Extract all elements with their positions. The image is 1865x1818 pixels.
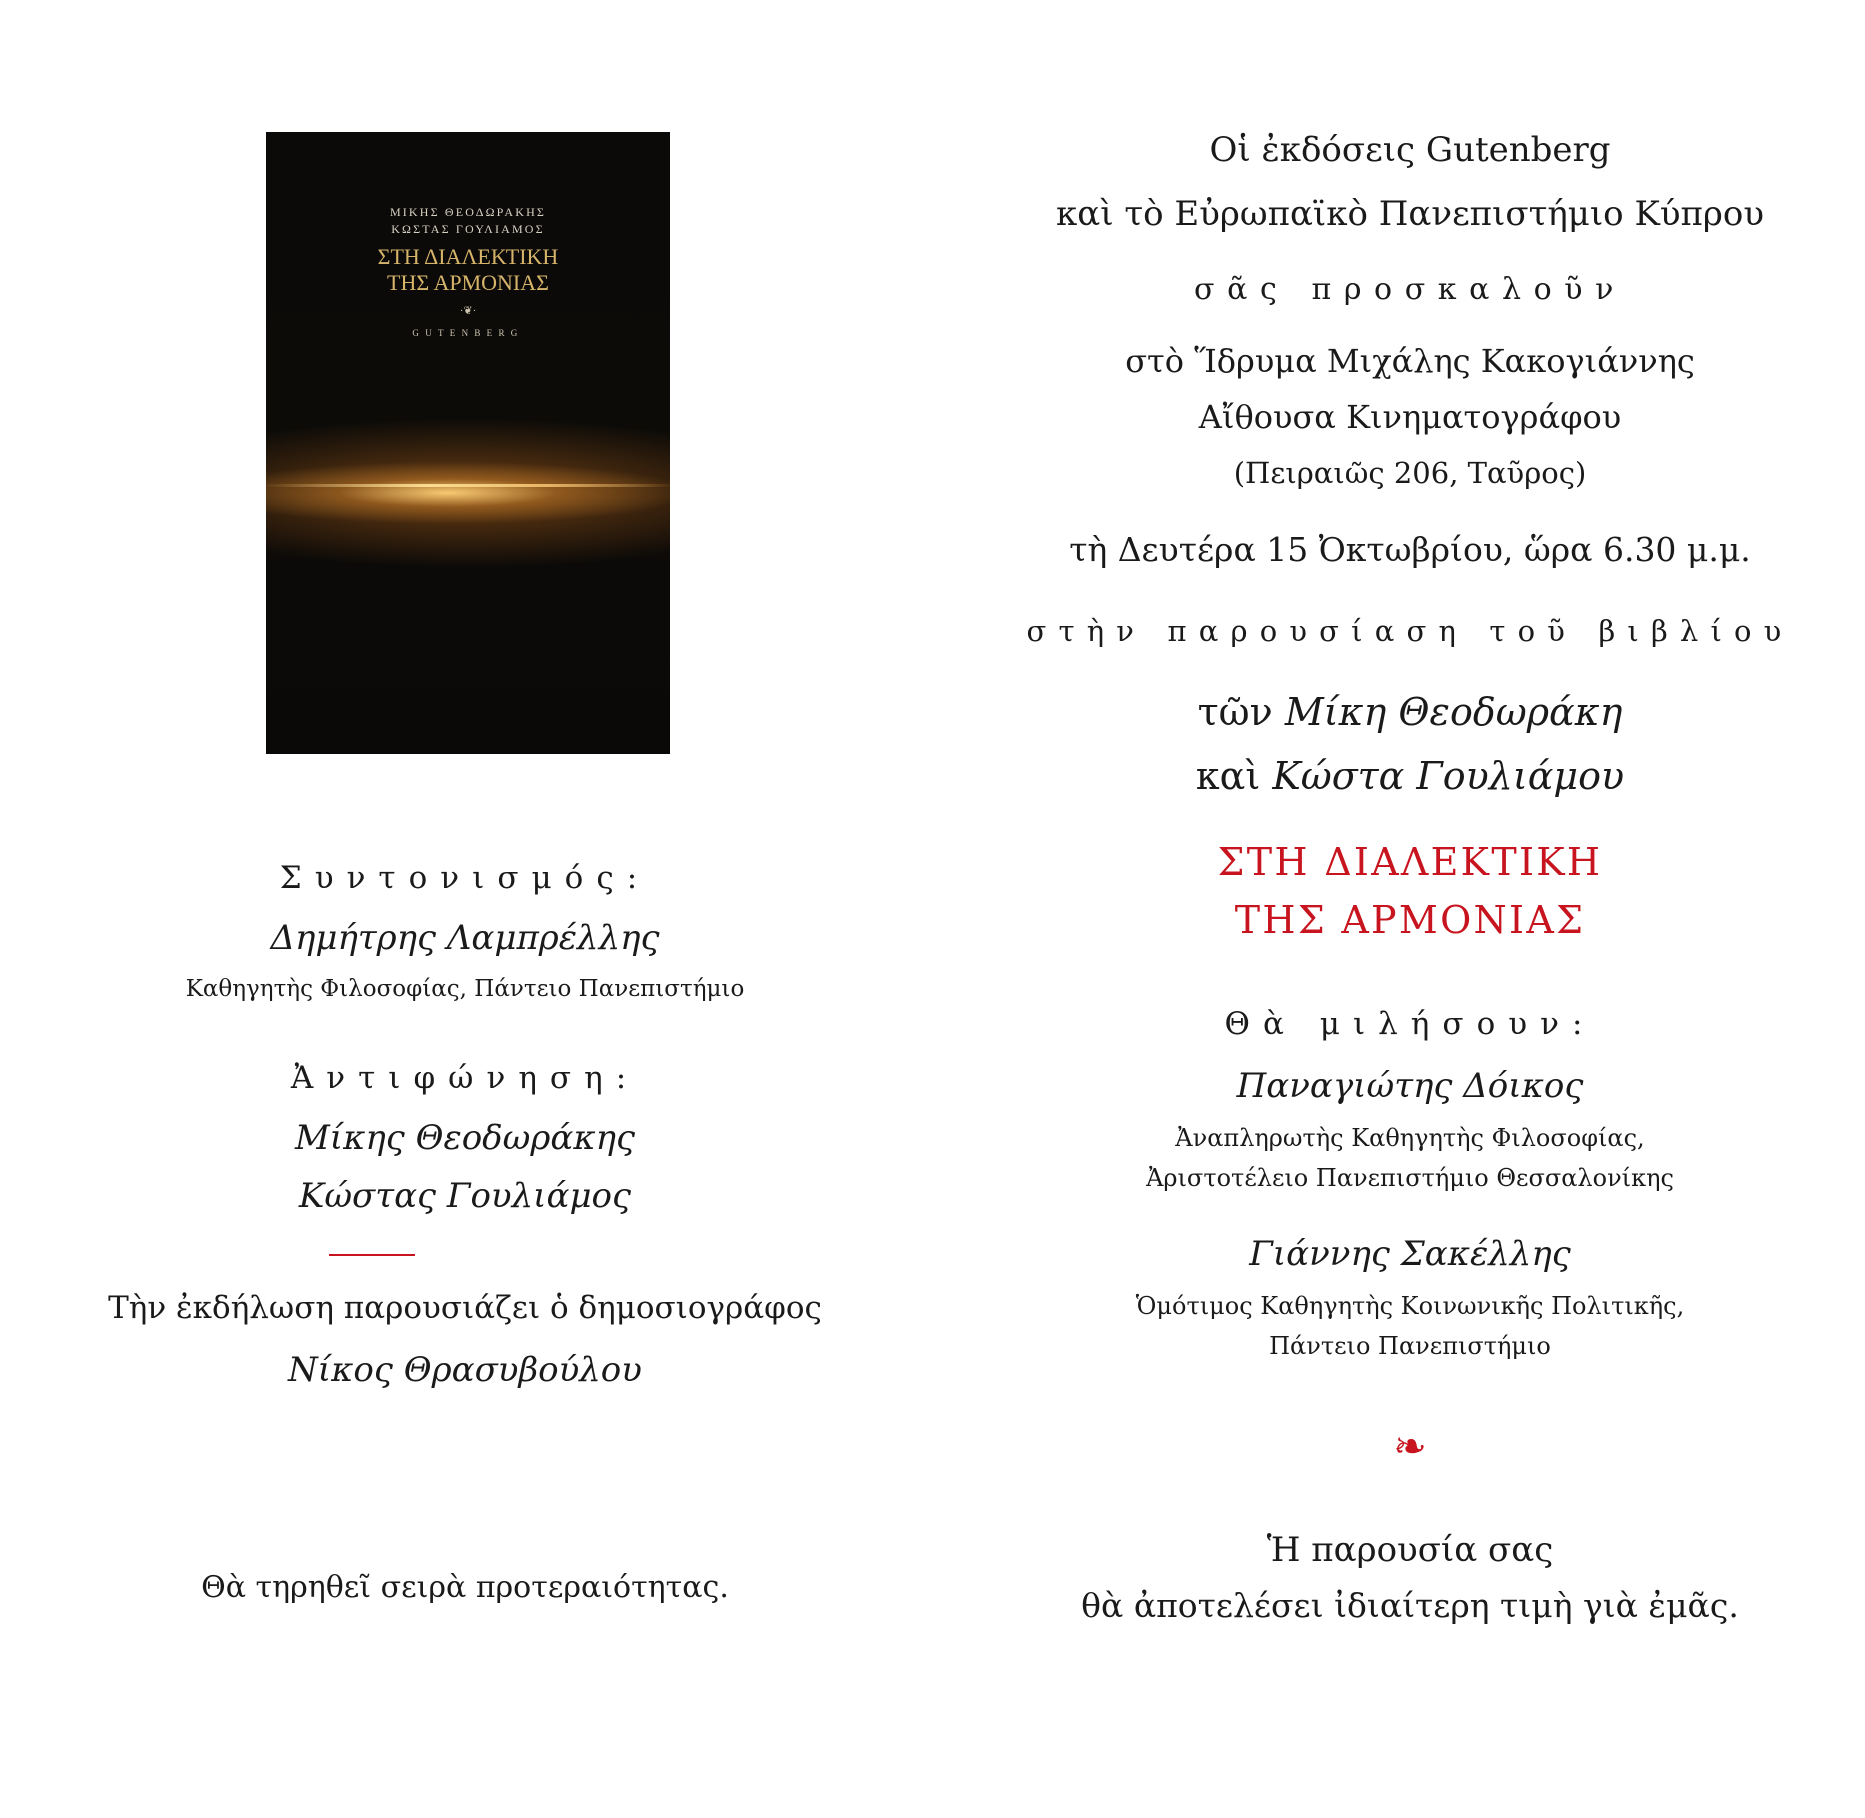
coordinator-name: Δημήτρης Λαμπρέλλης xyxy=(270,918,660,958)
venue-address: (Πειραιῶς 206, Ταῦρος) xyxy=(1233,456,1587,490)
author-name-1: Μίκη Θεοδωράκη xyxy=(1284,690,1623,734)
red-divider xyxy=(329,1254,415,1256)
speakers-label: Θὰ μιλήσουν: xyxy=(1224,1006,1596,1042)
cover-author-2: ΚΩΣΤΑΣ ΓΟΥΛΙΑΜΟΣ xyxy=(391,222,545,236)
authors-prefix-2: καὶ xyxy=(1195,754,1261,798)
right-column xyxy=(1000,0,1820,1818)
speaker-1-title-line-2: Ἀριστοτέλειο Πανεπιστήμιο Θεσσαλονίκης xyxy=(1146,1164,1674,1192)
authors-line-2 xyxy=(1000,754,1820,798)
venue-line-1: στὸ Ἵδρυμα Μιχάλης Κακογιάννης xyxy=(1125,342,1695,380)
author-name-2: Κώστα Γουλιάμου xyxy=(1272,754,1625,798)
closing-line-2: θὰ ἀποτελέσει ἰδιαίτερη τιμὴ γιὰ ἐμᾶς. xyxy=(1081,1586,1739,1625)
cover-author-1: ΜΙΚΗΣ ΘΕΟΔΩΡΑΚΗΣ xyxy=(389,205,547,219)
speaker-2-name: Γιάννης Σακέλλης xyxy=(1249,1234,1571,1274)
cover-ornament-icon: ·❦· xyxy=(459,305,477,317)
response-name-1: Μίκης Θεοδωράκης xyxy=(294,1118,636,1158)
authors-prefix-1: τῶν xyxy=(1197,690,1273,734)
book-title-line-1: ΣΤΗ ΔΙΑΛΕΚΤΙΚΗ xyxy=(1217,840,1603,884)
event-datetime: τὴ Δευτέρα 15 Ὀκτωβρίου, ὥρα 6.30 μ.μ. xyxy=(1069,530,1751,569)
left-column xyxy=(100,0,830,1818)
authors-line-1 xyxy=(1000,690,1820,734)
cover-title-line-2: ΤΗΣ ΑΡΜΟΝΙΑΣ xyxy=(387,270,549,295)
presenter-name: Νίκος Θρασυβούλου xyxy=(288,1350,642,1390)
fleuron-ornament-icon: ❧ xyxy=(1393,1424,1427,1470)
priority-note: Θὰ τηρηθεῖ σειρὰ προτεραιότητας. xyxy=(201,1570,729,1605)
speaker-2-title-line-1: Ὁμότιμος Καθηγητὴς Κοινωνικῆς Πολιτικῆς, xyxy=(1135,1292,1685,1320)
cover-publisher: GUTENBERG xyxy=(412,328,524,338)
response-name-2: Κώστας Γουλιάμος xyxy=(298,1176,632,1216)
cover-title-line-1: ΣΤΗ ΔΙΑΛΕΚΤΙΚΗ xyxy=(377,244,559,269)
speaker-1-title-line-1: Ἀναπληρωτὴς Καθηγητὴς Φιλοσοφίας, xyxy=(1175,1124,1645,1152)
speaker-2-title-line-2: Πάντειο Πανεπιστήμιο xyxy=(1269,1332,1551,1360)
response-label: Ἀντιφώνηση: xyxy=(290,1060,640,1096)
coordinator-title: Καθηγητὴς Φιλοσοφίας, Πάντειο Πανεπιστήμιο xyxy=(185,976,745,1002)
book-title-line-2: ΤΗΣ ΑΡΜΟΝΙΑΣ xyxy=(1234,898,1586,942)
host-line-1: Οἱ ἐκδόσεις Gutenberg xyxy=(1209,130,1611,170)
coordination-label: Συντονισμός: xyxy=(279,860,651,896)
speaker-1-name: Παναγιώτης Δόικος xyxy=(1236,1066,1584,1106)
presentation-line: στὴν παρουσίαση τοῦ βιβλίου xyxy=(1026,614,1794,648)
closing-line-1: Ἡ παρουσία σας xyxy=(1266,1530,1554,1570)
venue-line-2: Αἴθουσα Κινηματογράφου xyxy=(1198,398,1622,436)
invite-line: σᾶς προσκαλοῦν xyxy=(1194,272,1626,307)
host-line-2: καὶ τὸ Εὐρωπαϊκὸ Πανεπιστήμιο Κύπρου xyxy=(1055,194,1764,234)
presenter-line: Τὴν ἐκδήλωση παρουσιάζει ὁ δημοσιογράφος xyxy=(108,1290,822,1326)
